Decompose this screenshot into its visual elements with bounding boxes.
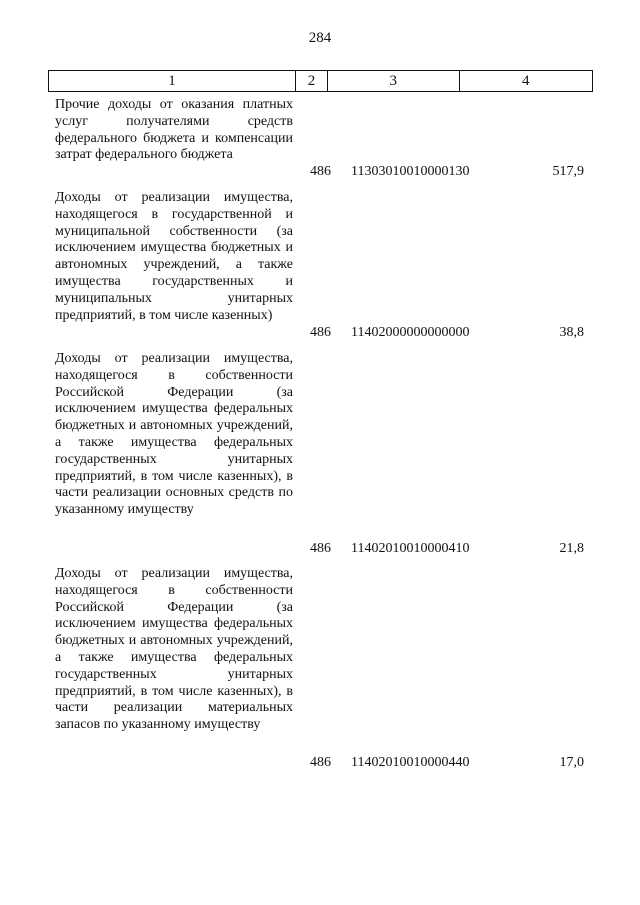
row-amount: 21,8 (559, 541, 584, 556)
row-description: Доходы от реализации имущества, находящегося в собственности Российской Федерации (за исключением имущества федеральных бюджетных и автономных учреждений, а также имущества федеральных государственных унитарных предприятий, в том числе казенных), в части реализации материальных запасов по указанному имуществу (55, 566, 293, 733)
column-header-2: 2 (296, 71, 328, 91)
row-admin-code: 486 (310, 541, 331, 556)
row-admin-code: 486 (310, 325, 331, 340)
row-description: Прочие доходы от оказания платных услуг получателями средств федерального бюджета и компенсации затрат федерального бюджета (55, 97, 293, 163)
row-kbk-code: 11303010010000130 (351, 164, 470, 179)
row-description: Доходы от реализации имущества, находящегося в государственной и муниципальной собственности (за исключением имущества бюджетных и автономных учреждений, а также имущества государственных и муниципальных унитарных предприятий, в том числе казенных) (55, 190, 293, 323)
row-amount: 517,9 (552, 164, 584, 179)
page-number: 284 (308, 30, 332, 46)
row-admin-code: 486 (310, 755, 331, 770)
row-kbk-code: 11402010010000410 (351, 541, 470, 556)
table-header-row (48, 70, 593, 92)
row-kbk-code: 11402000000000000 (351, 325, 470, 340)
row-admin-code: 486 (310, 164, 331, 179)
column-header-4: 4 (522, 73, 530, 89)
row-description: Доходы от реализации имущества, находящегося в собственности Российской Федерации (за исключением имущества федеральных бюджетных и автономных учреждений, а также имущества федеральных государственных унитарных предприятий, в том числе казенных), в части реализации основных средств по указанному имуществу (55, 351, 293, 518)
column-header-1: 1 (49, 71, 296, 91)
row-amount: 38,8 (559, 325, 584, 340)
row-amount: 17,0 (559, 755, 584, 770)
row-kbk-code: 11402010010000440 (351, 755, 470, 770)
column-header-3: 3 (328, 71, 460, 91)
